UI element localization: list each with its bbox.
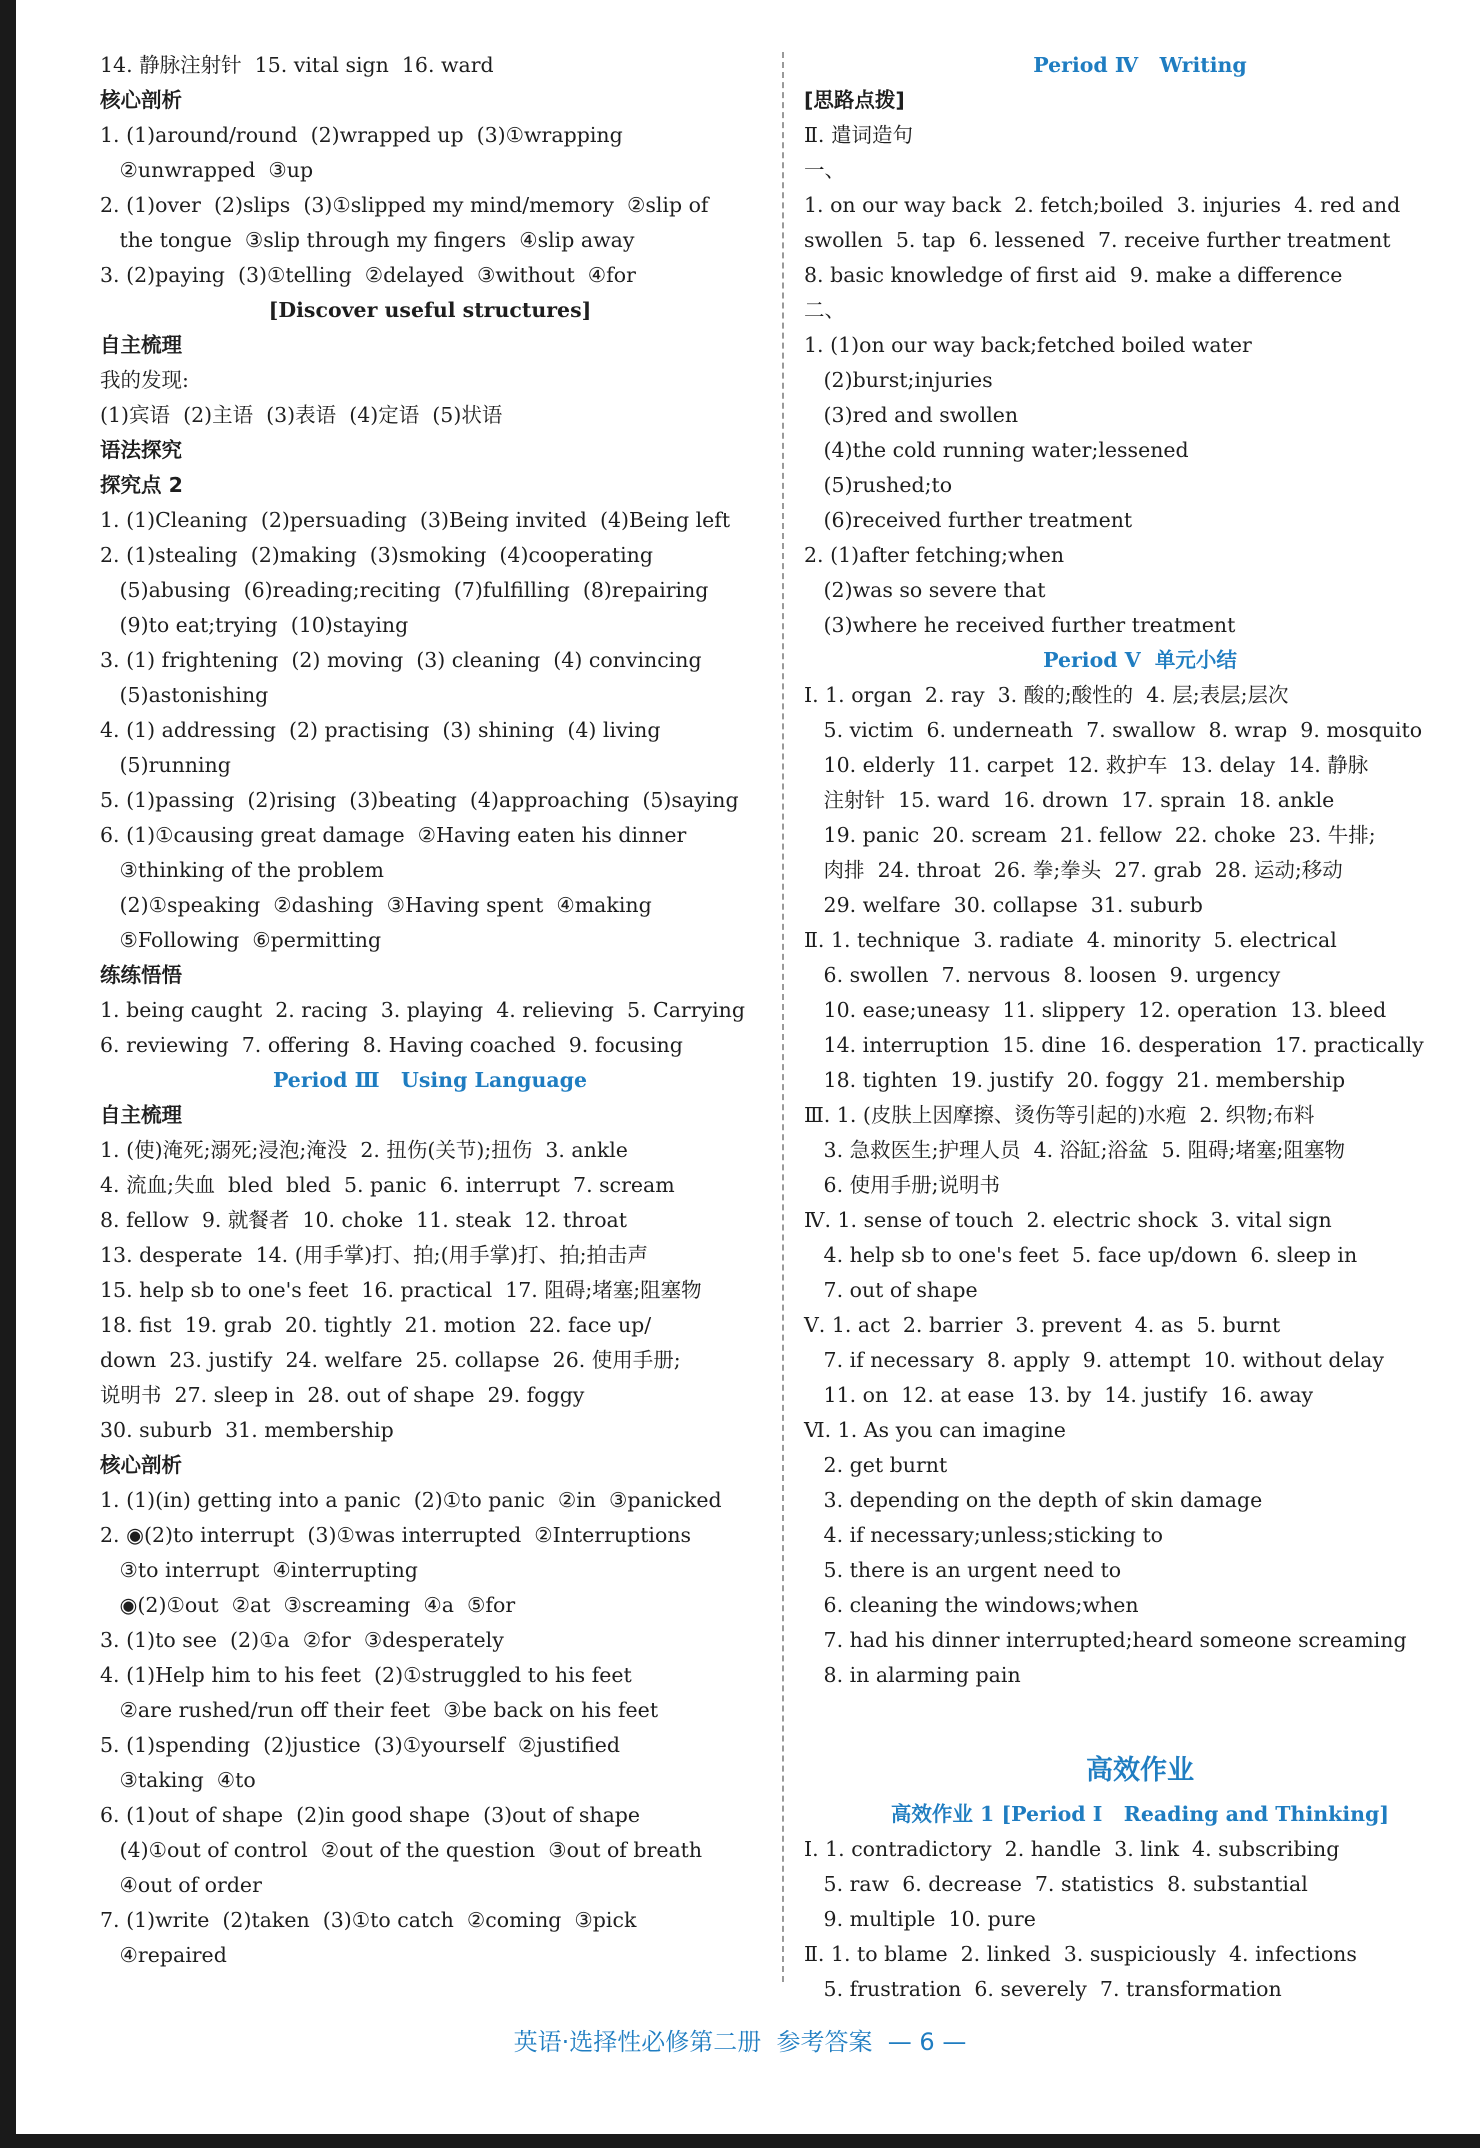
answer-line: swollen 5. tap 6. lessened 7. receive further treatment — [804, 228, 1391, 252]
answer-line: 一、 — [804, 158, 845, 182]
answer-line: 4. 流血;失血 bled bled 5. panic 6. interrupt 7. scream — [100, 1173, 675, 1197]
answer-line: 5. (1)passing (2)rising (3)beating (4)approaching (5)saying — [100, 788, 739, 812]
answer-line: 11. on 12. at ease 13. by 14. justify 16. away — [804, 1383, 1314, 1407]
answer-line: Ⅵ. 1. As you can imagine — [804, 1418, 1066, 1442]
answer-line: 2. ◉(2)to interrupt (3)①was interrupted ②Interruptions — [100, 1523, 692, 1547]
spacer — [804, 1693, 1476, 1745]
section-heading: 核心剖析 — [100, 1453, 182, 1477]
right-answer-column — [804, 48, 1476, 2007]
answer-line: 6. reviewing 7. offering 8. Having coached 9. focusing — [100, 1033, 683, 1057]
answer-line: the tongue ③slip through my fingers ④slip away — [100, 228, 635, 252]
answer-line: 4. if necessary;unless;sticking to — [804, 1523, 1164, 1547]
answer-line: 6. (1)out of shape (2)in good shape (3)out of shape — [100, 1803, 641, 1827]
period-heading: Period Ⅲ Using Language — [272, 1068, 588, 1092]
answer-line: 2. get burnt — [804, 1453, 948, 1477]
answer-line: 4. (1)Help him to his feet (2)①struggled to his feet — [100, 1663, 632, 1687]
answer-line: (5)astonishing — [100, 683, 269, 707]
answer-line: 3. (1)to see (2)①a ②for ③desperately — [100, 1628, 504, 1652]
answer-line: 二、 — [804, 298, 845, 322]
section-heading: 探究点 2 — [100, 473, 183, 497]
answer-line: Ⅱ. 1. to blame 2. linked 3. suspiciously 4. infections — [804, 1942, 1357, 1966]
answer-line: (1)宾语 (2)主语 (3)表语 (4)定语 (5)状语 — [100, 403, 503, 427]
answer-line: Ⅴ. 1. act 2. barrier 3. prevent 4. as 5. burnt — [804, 1313, 1281, 1337]
section-heading: 练练悟悟 — [100, 963, 182, 987]
answer-line: 1. (1)around/round (2)wrapped up (3)①wrapping — [100, 123, 623, 147]
answer-line: (2)①speaking ②dashing ③Having spent ④making — [100, 893, 652, 917]
answer-line: 1. (使)淹死;溺死;浸泡;淹没 2. 扭伤(关节);扭伤 3. ankle — [100, 1138, 628, 1162]
answer-line: 6. cleaning the windows;when — [804, 1593, 1139, 1617]
answer-line: 5. (1)spending (2)justice (3)①yourself ②justified — [100, 1733, 621, 1757]
period-heading: Period Ⅴ 单元小结 — [1043, 648, 1237, 672]
answer-line: ③taking ④to — [100, 1768, 256, 1792]
answer-line: 1. on our way back 2. fetch;boiled 3. injuries 4. red and — [804, 193, 1401, 217]
answer-line: 30. suburb 31. membership — [100, 1418, 394, 1442]
answer-line: 6. (1)①causing great damage ②Having eaten his dinner — [100, 823, 687, 847]
section-heading: 自主梳理 — [100, 333, 182, 357]
answer-line: ②unwrapped ③up — [100, 158, 314, 182]
left-answer-column — [100, 48, 760, 1973]
section-heading: 自主梳理 — [100, 1103, 182, 1127]
answer-line: 2. (1)over (2)slips (3)①slipped my mind/memory ②slip of — [100, 193, 709, 217]
subsection-heading: [Discover useful structures] — [268, 298, 592, 322]
answer-line: 7. had his dinner interrupted;heard someone screaming — [804, 1628, 1407, 1652]
answer-line: 2. (1)after fetching;when — [804, 543, 1065, 567]
answer-line: Ⅲ. 1. (皮肤上因摩擦、烫伤等引起的)水疱 2. 织物;布料 — [804, 1103, 1315, 1127]
answer-line: 14. interruption 15. dine 16. desperation 17. practically — [804, 1033, 1424, 1057]
answer-line: 注射针 15. ward 16. drown 17. sprain 18. ankle — [804, 788, 1335, 812]
answer-line: 6. 使用手册;说明书 — [804, 1173, 1001, 1197]
part-title: 高效作业 — [1086, 1755, 1194, 1786]
answer-line: (2)was so severe that — [804, 578, 1046, 602]
section-heading: 核心剖析 — [100, 88, 182, 112]
answer-line: (9)to eat;trying (10)staying — [100, 613, 409, 637]
period-heading: Period Ⅳ Writing — [1033, 53, 1247, 77]
answer-line: ②are rushed/run off their feet ③be back on his feet — [100, 1698, 659, 1722]
answer-line: 1. (1)on our way back;fetched boiled water — [804, 333, 1252, 357]
answer-line: (4)the cold running water;lessened — [804, 438, 1189, 462]
answer-line: ⑤Following ⑥permitting — [100, 928, 382, 952]
answer-line: 9. multiple 10. pure — [804, 1907, 1036, 1931]
answer-line: ◉(2)①out ②at ③screaming ④a ⑤for — [100, 1593, 516, 1617]
answer-line: 10. elderly 11. carpet 12. 救护车 13. delay 14. 静脉 — [804, 753, 1369, 777]
period-heading: 高效作业 1 [Period Ⅰ Reading and Thinking] — [890, 1802, 1390, 1826]
page-footer: 英语·选择性必修第二册 参考答案 — 6 — — [513, 2028, 967, 2056]
answer-line: 4. help sb to one's feet 5. face up/down 6. sleep in — [804, 1243, 1358, 1267]
answer-line: 我的发现: — [100, 368, 189, 392]
answer-line: Ⅳ. 1. sense of touch 2. electric shock 3. vital sign — [804, 1208, 1332, 1232]
answer-line: 8. basic knowledge of first aid 9. make a difference — [804, 263, 1343, 287]
answer-line: Ⅱ. 1. technique 3. radiate 4. minority 5. electrical — [804, 928, 1337, 952]
answer-line: 5. frustration 6. severely 7. transformation — [804, 1977, 1282, 2001]
answer-line: 2. (1)stealing (2)making (3)smoking (4)cooperating — [100, 543, 654, 567]
answer-line: 3. (1) frightening (2) moving (3) cleaning (4) convincing — [100, 648, 702, 672]
answer-line: 说明书 27. sleep in 28. out of shape 29. foggy — [100, 1383, 585, 1407]
section-heading: 语法探究 — [100, 438, 182, 462]
answer-line: 7. out of shape — [804, 1278, 978, 1302]
answer-line: ④out of order — [100, 1873, 262, 1897]
answer-line: Ⅱ. 遣词造句 — [804, 123, 913, 147]
answer-line: 3. 急救医生;护理人员 4. 浴缸;浴盆 5. 阻碍;堵塞;阻塞物 — [804, 1138, 1345, 1162]
column-divider — [782, 52, 784, 1982]
answer-line: 18. tighten 19. justify 20. foggy 21. membership — [804, 1068, 1346, 1092]
answer-line: 3. depending on the depth of skin damage — [804, 1488, 1263, 1512]
answer-line: 1. being caught 2. racing 3. playing 4. relieving 5. Carrying — [100, 998, 745, 1022]
answer-line: 3. (2)paying (3)①telling ②delayed ③without ④for — [100, 263, 636, 287]
answer-line: (4)①out of control ②out of the question ③out of breath — [100, 1838, 703, 1862]
answer-line: (5)abusing (6)reading;reciting (7)fulfilling (8)repairing — [100, 578, 709, 602]
answer-line: 5. raw 6. decrease 7. statistics 8. substantial — [804, 1872, 1308, 1896]
answer-line: 18. fist 19. grab 20. tightly 21. motion 22. face up/ — [100, 1313, 652, 1337]
answer-line: 5. victim 6. underneath 7. swallow 8. wrap 9. mosquito — [804, 718, 1423, 742]
answer-line: 13. desperate 14. (用手掌)打、拍;(用手掌)打、拍;拍击声 — [100, 1243, 648, 1267]
answer-line: (5)running — [100, 753, 231, 777]
answer-line: 14. 静脉注射针 15. vital sign 16. ward — [100, 53, 494, 77]
answer-line: ③thinking of the problem — [100, 858, 384, 882]
answer-line: 4. (1) addressing (2) practising (3) shining (4) living — [100, 718, 661, 742]
answer-line: ④repaired — [100, 1943, 227, 1967]
answer-line: (6)received further treatment — [804, 508, 1133, 532]
answer-line: 1. (1)Cleaning (2)persuading (3)Being invited (4)Being left — [100, 508, 731, 532]
answer-line: 19. panic 20. scream 21. fellow 22. choke 23. 牛排; — [804, 823, 1376, 847]
answer-line: 8. in alarming pain — [804, 1663, 1021, 1687]
answer-line: (5)rushed;to — [804, 473, 953, 497]
scan-left-edge — [0, 0, 16, 2148]
answer-line: down 23. justify 24. welfare 25. collapse 26. 使用手册; — [100, 1348, 681, 1372]
scan-bottom-edge — [0, 2134, 1480, 2148]
answer-line: 7. if necessary 8. apply 9. attempt 10. without delay — [804, 1348, 1384, 1372]
answer-line: Ⅰ. 1. contradictory 2. handle 3. link 4. subscribing — [804, 1837, 1340, 1861]
answer-line: 8. fellow 9. 就餐者 10. choke 11. steak 12. throat — [100, 1208, 628, 1232]
answer-line: (3)where he received further treatment — [804, 613, 1236, 637]
answer-line: (2)burst;injuries — [804, 368, 993, 392]
answer-line: (3)red and swollen — [804, 403, 1019, 427]
answer-line: ③to interrupt ④interrupting — [100, 1558, 418, 1582]
answer-line: 7. (1)write (2)taken (3)①to catch ②coming ③pick — [100, 1908, 637, 1932]
answer-line: 5. there is an urgent need to — [804, 1558, 1122, 1582]
answer-line: 1. (1)(in) getting into a panic (2)①to panic ②in ③panicked — [100, 1488, 722, 1512]
answer-line: 6. swollen 7. nervous 8. loosen 9. urgency — [804, 963, 1281, 987]
answer-line: Ⅰ. 1. organ 2. ray 3. 酸的;酸性的 4. 层;表层;层次 — [804, 683, 1289, 707]
answer-line: 15. help sb to one's feet 16. practical 17. 阻碍;堵塞;阻塞物 — [100, 1278, 702, 1302]
section-heading: [思路点拨] — [804, 88, 905, 112]
answer-line: 10. ease;uneasy 11. slippery 12. operation 13. bleed — [804, 998, 1387, 1022]
answer-line: 肉排 24. throat 26. 拳;拳头 27. grab 28. 运动;移动 — [804, 858, 1343, 882]
answer-line: 29. welfare 30. collapse 31. suburb — [804, 893, 1203, 917]
